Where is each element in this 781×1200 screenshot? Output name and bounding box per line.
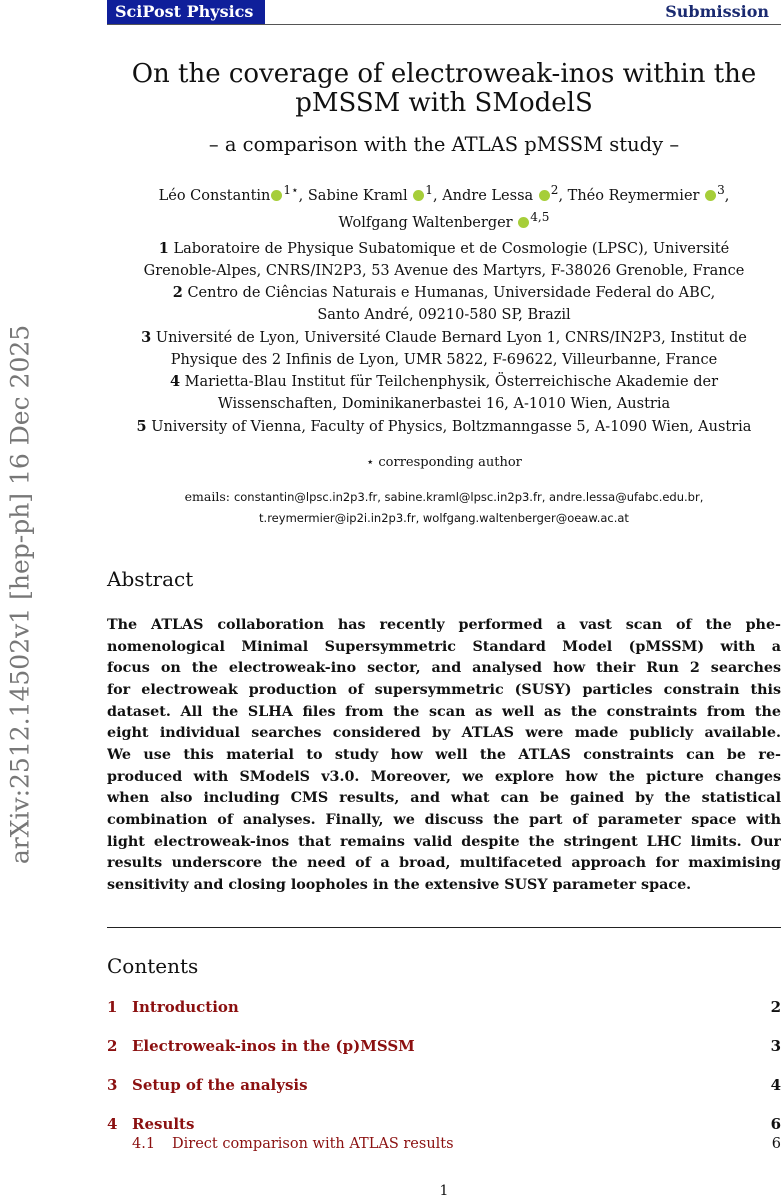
toc-number: 2 bbox=[107, 1037, 118, 1055]
orcid-icon[interactable] bbox=[518, 217, 529, 228]
page-number: 1 bbox=[439, 1183, 449, 1199]
author: Théo Reymermier $^3$ bbox=[567, 183, 725, 204]
affiliation: 2 Centro de Ciências Naturais e Humanas, Universidade Federal do ABC, Santo André, 09210-580 SP, Brazil bbox=[172, 284, 716, 324]
affiliation: 1 Laboratoire de Physique Subatomique et de Cosmologie (LPSC), Université Grenoble-Alpes, CNRS/IN2P3, 53 Avenue des Martyrs, F-38026 Grenoble, France bbox=[143, 240, 745, 279]
author-list: Léo Constantin $^{1⋆}$, Sabine Kraml $^1$, Andre Lessa $^2$, Théo Reymermier $^3$, Wolfgang Waltenberger $^{4,5}$ bbox=[158, 183, 730, 231]
header-rule bbox=[107, 24, 781, 25]
author: Sabine Kraml $^1$ bbox=[307, 183, 433, 204]
toc-title[interactable]: Direct comparison with ATLAS results bbox=[172, 1136, 454, 1152]
toc-number: 1 bbox=[107, 998, 118, 1016]
abstract-line: dataset. All the SLHA files from the scan as well as the constraints from the bbox=[107, 703, 781, 720]
paper-title bbox=[107, 60, 781, 118]
abstract-line: nomenological Minimal Supersymmetric Standard Model (pMSSM) with a bbox=[107, 638, 781, 655]
toc-page: 6 bbox=[771, 1136, 781, 1152]
abstract-line: results underscore the need of a broad, multifaceted approach for maximising bbox=[107, 855, 781, 872]
orcid-icon[interactable] bbox=[413, 190, 424, 201]
journal-name: SciPost Physics bbox=[107, 0, 265, 24]
abstract-line: We use this material to study how well the ATLAS constraints can be re- bbox=[107, 746, 781, 763]
abstract-line: when also including CMS results, and what can be gained by the statistical bbox=[107, 790, 781, 807]
affiliation: 3 Université de Lyon, Université Claude Bernard Lyon 1, CNRS/IN2P3, Institut de Physique des 2 Infinis de Lyon, UMR 5822, F-69622, Villeurbanne, France bbox=[141, 328, 747, 368]
toc-number: 4 bbox=[107, 1115, 118, 1133]
corresponding-author-note: ⋆ corresponding author bbox=[366, 455, 522, 470]
toc-entry[interactable] bbox=[107, 1115, 781, 1135]
affiliation: 4 Marietta-Blau Institut für Teilchenphysik, Österreichische Akademie der Wissenschaften, Dominikanerbastei 16, A-1010 Wien, Austria bbox=[169, 373, 719, 412]
author: Andre Lessa $^2$ bbox=[442, 183, 559, 204]
toc-page: 2 bbox=[770, 998, 781, 1016]
abstract-line: eight individual searches considered by ATLAS were made publicly available. bbox=[107, 725, 781, 742]
toc-entry[interactable] bbox=[107, 1037, 781, 1057]
toc-title[interactable]: Introduction bbox=[132, 998, 239, 1016]
title-line: pMSSM with SModelS bbox=[295, 88, 593, 118]
toc-entry[interactable] bbox=[107, 998, 781, 1018]
orcid-icon[interactable] bbox=[539, 190, 550, 201]
affiliations bbox=[107, 238, 781, 438]
email-links[interactable]: constantin@lpsc.in2p3.fr, sabine.kraml@lpsc.in2p3.fr, andre.lessa@ufabc.edu.br, bbox=[233, 490, 704, 504]
toc-page: 3 bbox=[770, 1037, 781, 1055]
email-links[interactable]: t.reymermier@ip2i.in2p3.fr, wolfgang.waltenberger@oeaw.ac.at bbox=[259, 511, 629, 525]
arxiv-stamp: arXiv:2512.14502v1 [hep-ph] 16 Dec 2025 bbox=[5, 324, 35, 865]
title-line: On the coverage of electroweak-inos within the bbox=[131, 59, 757, 89]
toc-number: 3 bbox=[107, 1076, 118, 1094]
toc-page: 6 bbox=[770, 1115, 781, 1133]
toc-subentry[interactable] bbox=[107, 1136, 781, 1156]
abstract-heading: Abstract bbox=[107, 567, 194, 591]
abstract-line: produced with SModelS v3.0. Moreover, we explore how the picture changes bbox=[107, 768, 781, 785]
emails: emails: constantin@lpsc.in2p3.fr, sabine.kraml@lpsc.in2p3.fr, andre.lessa@ufabc.edu.br, t.reymermier@ip2i.in2p3.fr, wolfgang.waltenberger@oeaw.ac.at bbox=[107, 486, 781, 529]
author: Wolfgang Waltenberger $^{4,5}$ bbox=[338, 209, 550, 231]
toc-title[interactable]: Electroweak-inos in the (p)MSSM bbox=[132, 1037, 415, 1055]
abstract-line: combination of analyses. Finally, we discuss the part of parameter space with bbox=[107, 811, 781, 828]
toc-entry[interactable] bbox=[107, 1076, 781, 1096]
toc-title[interactable]: Results bbox=[132, 1115, 195, 1133]
affiliation: 5 University of Vienna, Faculty of Physics, Boltzmanngasse 5, A-1090 Wien, Austria bbox=[136, 417, 752, 435]
abstract-line: for electroweak production of supersymmetric (SUSY) particles constrain this bbox=[107, 681, 781, 698]
abstract-line: sensitivity and closing loopholes in the extensive SUSY parameter space. bbox=[107, 876, 692, 893]
abstract-text bbox=[107, 615, 781, 897]
abstract-line: The ATLAS collaboration has recently performed a vast scan of the phe- bbox=[107, 617, 781, 633]
toc-page: 4 bbox=[770, 1076, 781, 1094]
abstract-line: light electroweak-inos that remains valid despite the stringent LHC limits. Our bbox=[107, 833, 781, 850]
toc-number: 4.1 bbox=[132, 1136, 156, 1152]
paper-subtitle: – a comparison with the ATLAS pMSSM study – bbox=[208, 133, 680, 156]
submission-label: Submission bbox=[665, 2, 769, 21]
orcid-icon[interactable] bbox=[705, 190, 716, 201]
toc-title[interactable]: Setup of the analysis bbox=[132, 1076, 308, 1094]
author: Léo Constantin $^{1⋆}$ bbox=[158, 183, 299, 204]
contents-heading: Contents bbox=[107, 954, 199, 978]
divider bbox=[107, 927, 781, 928]
abstract-line: focus on the electroweak-ino sector, and analysed how their Run 2 searches bbox=[107, 660, 781, 677]
orcid-icon[interactable] bbox=[271, 190, 282, 201]
